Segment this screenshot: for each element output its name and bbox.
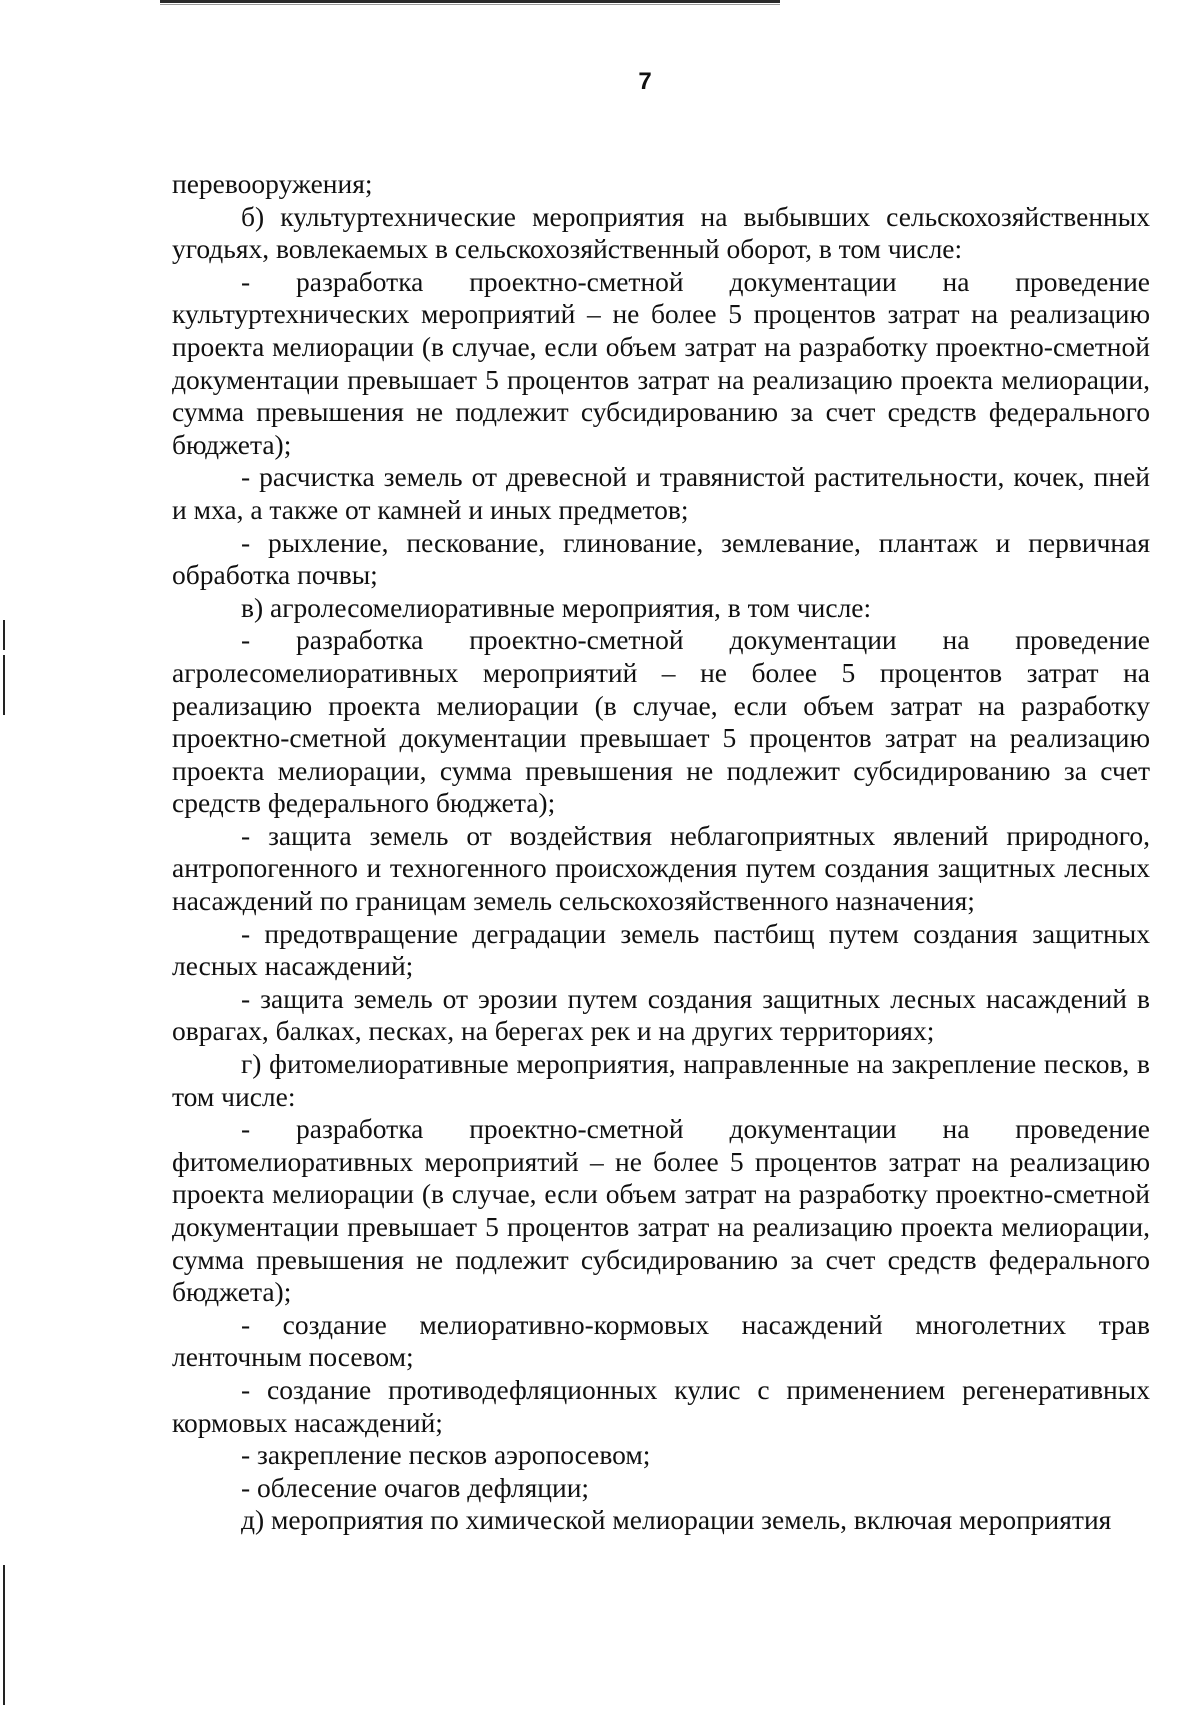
paragraph: - разработка проектно-сметной документации на проведение культуртехнических мероприятий – не более 5 процентов затрат на реализацию проекта мелиорации (в случае, если объем затрат на разработку проектно-сметной документации превышает 5 процентов затрат на реализацию проекта мелиорации, сумма превышения не подлежит субсидированию за счет средств федерального бюджета);: [172, 265, 1150, 460]
scan-mark-left-3: [3, 1565, 5, 1705]
scan-edge-top: [160, 0, 780, 3]
paragraph: - рыхление, пескование, глинование, землевание, плантаж и первичная обработка почвы;: [172, 526, 1150, 591]
paragraph: - защита земель от эрозии путем создания защитных лесных насаждений в оврагах, балках, песках, на берегах рек и на других территориях;: [172, 982, 1150, 1047]
paragraph: в) агролесомелиоративные мероприятия, в том числе:: [241, 591, 872, 623]
paragraph: г) фитомелиоративные мероприятия, направленные на закрепление песков, в том числе:: [172, 1048, 1150, 1112]
paragraph: - расчистка земель от древесной и травянистой растительности, кочек, пней и мха, а также от камней и иных предметов;: [172, 461, 1150, 525]
page-number: 7: [638, 68, 652, 95]
paragraph: - защита земель от воздействия неблагоприятных явлений природного, антропогенного и техногенного происхождения путем создания защитных лесных насаждений по границам земель сельскохозяйственного назначения;: [172, 819, 1150, 917]
scan-edge-top-faint: [160, 4, 780, 5]
paragraph: - создание противодефляционных кулис с применением регенеративных кормовых насаждений;: [172, 1373, 1150, 1438]
paragraph: перевооружения;: [172, 168, 373, 199]
paragraph: - разработка проектно-сметной документации на проведение фитомелиоративных мероприятий – не более 5 процентов затрат на реализацию проекта мелиорации (в случае, если объем затрат на разработку проектно-сметной документации превышает 5 процентов затрат на реализацию проекта мелиорации, сумма превышения не подлежит субсидированию за счет средств федерального бюджета);: [172, 1113, 1150, 1308]
paragraph: - предотвращение деградации земель пастбищ путем создания защитных лесных насаждений;: [172, 917, 1150, 982]
document-body: [172, 168, 1150, 1537]
paragraph: - создание мелиоративно-кормовых насаждений многолетних трав ленточным посевом;: [172, 1308, 1150, 1373]
paragraph: - закрепление песков аэропосевом;: [241, 1439, 651, 1471]
paragraph: б) культуртехнические мероприятия на выбывших сельскохозяйственных угодьях, вовлекаемых в сельскохозяйственный оборот, в том числе:: [172, 200, 1150, 265]
paragraph: - разработка проектно-сметной документации на проведение агролесомелиоративных мероприятий – не более 5 процентов затрат на реализацию проекта мелиорации (в случае, если объем затрат на разработку проектно-сметной документации превышает 5 процентов затрат на реализацию проекта мелиорации, сумма превышения не подлежит субсидированию за счет средств федерального бюджета);: [172, 624, 1150, 819]
paragraph: д) мероприятия по химической мелиорации земель, включая мероприятия: [241, 1504, 1112, 1536]
scan-mark-left-1: [3, 620, 5, 650]
paragraph: - облесение очагов дефляции;: [241, 1471, 590, 1503]
scan-mark-left-2: [3, 655, 5, 715]
